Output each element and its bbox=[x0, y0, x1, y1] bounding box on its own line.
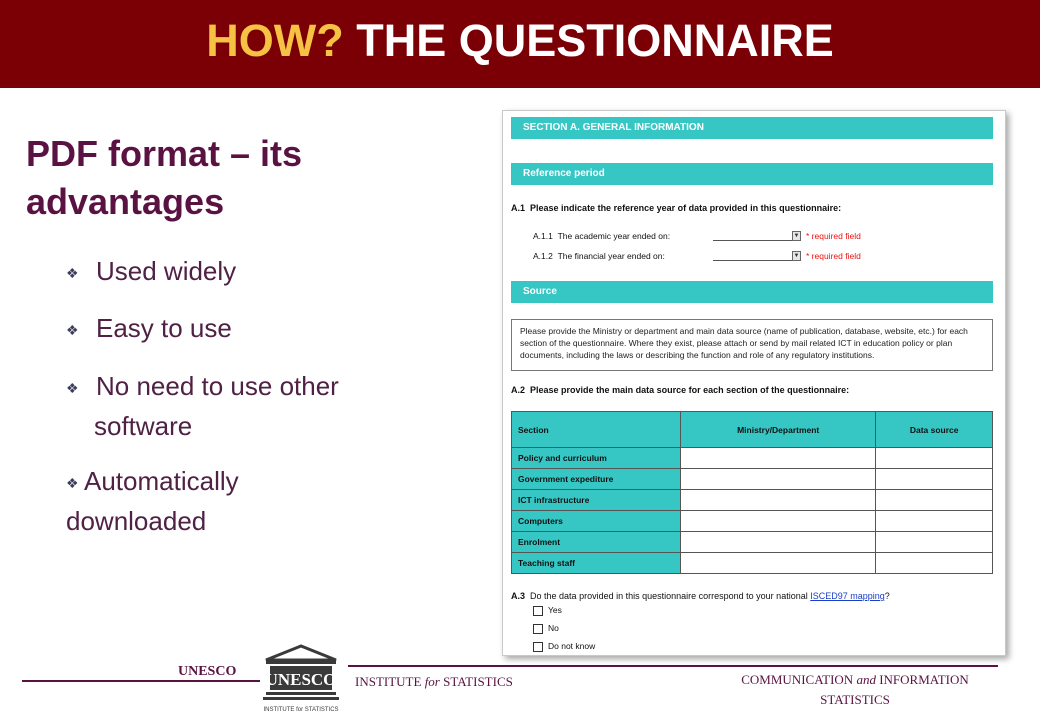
source-instructions: Please provide the Ministry or department and main data source (name of publication, database, website, etc.) for each section of the questionnaire. Where they exist, please attach or send by mail related ICT in education policy or plan documents, including the laws or describing the function and role of any regulatory institutions. bbox=[511, 319, 993, 371]
question-text: Do the data provided in this questionnaire correspond to your national bbox=[530, 591, 808, 601]
chevron-down-icon[interactable]: ▼ bbox=[793, 233, 800, 239]
chevron-down-icon[interactable]: ▼ bbox=[793, 253, 800, 259]
academic-year-dropdown[interactable] bbox=[713, 231, 801, 241]
option-label: Yes bbox=[548, 605, 562, 615]
ministry-input[interactable] bbox=[681, 511, 876, 532]
bullet-text-continued: software bbox=[94, 411, 193, 442]
column-header: Data source bbox=[876, 412, 993, 448]
isced-mapping-link[interactable]: ISCED97 mapping bbox=[810, 591, 885, 601]
question-number: A.1 bbox=[511, 203, 526, 213]
footer-text: STATISTICS bbox=[443, 674, 513, 689]
question-text: The financial year ended on: bbox=[557, 251, 665, 261]
footer-divider-left bbox=[22, 680, 260, 682]
option-label: Do not know bbox=[548, 641, 596, 651]
required-label: * required field bbox=[806, 251, 861, 261]
required-label: * required field bbox=[806, 231, 861, 241]
table-row bbox=[512, 532, 993, 553]
unesco-logo-icon bbox=[260, 644, 342, 714]
question-a1 bbox=[511, 203, 841, 213]
data-source-input[interactable] bbox=[876, 532, 993, 553]
table-header-row bbox=[512, 412, 993, 448]
title-banner bbox=[0, 0, 1040, 88]
source-bar: Source bbox=[511, 281, 993, 303]
table-row bbox=[512, 490, 993, 511]
footer-text: INFORMATION bbox=[879, 672, 969, 687]
title-highlight: HOW? bbox=[206, 15, 344, 66]
question-number: A.1.2 bbox=[533, 251, 553, 261]
bullet-item bbox=[66, 309, 232, 349]
ministry-input[interactable] bbox=[681, 553, 876, 574]
column-header: Section bbox=[512, 412, 681, 448]
logo-subtext: INSTITUTE for STATISTICS bbox=[263, 707, 339, 713]
data-source-table bbox=[511, 411, 993, 574]
question-a2 bbox=[511, 385, 849, 395]
data-source-input[interactable] bbox=[876, 511, 993, 532]
bullet-text: No need to use other bbox=[96, 371, 339, 401]
slide-title bbox=[0, 14, 1040, 68]
question-text: Please provide the main data source for each section of the questionnaire: bbox=[530, 385, 850, 395]
bullet-text: Easy to use bbox=[96, 313, 232, 343]
section-a-bar: SECTION A. GENERAL INFORMATION bbox=[511, 117, 993, 139]
row-label: Computers bbox=[512, 511, 681, 532]
table-row bbox=[512, 553, 993, 574]
yes-checkbox[interactable] bbox=[533, 606, 543, 616]
do-not-know-checkbox[interactable] bbox=[533, 642, 543, 652]
ministry-input[interactable] bbox=[681, 448, 876, 469]
footer-comm-line1 bbox=[700, 670, 1010, 690]
ministry-input[interactable] bbox=[681, 532, 876, 553]
question-number: A.1.1 bbox=[533, 231, 553, 241]
diamond-bullet-icon: ❖ bbox=[66, 265, 79, 282]
question-text: The academic year ended on: bbox=[557, 231, 671, 241]
question-number: A.3 bbox=[511, 591, 526, 601]
footer-text: and bbox=[856, 672, 876, 687]
row-label: Teaching staff bbox=[512, 553, 681, 574]
data-source-input[interactable] bbox=[876, 490, 993, 511]
reference-period-bar: Reference period bbox=[511, 163, 993, 185]
footer-divider-right bbox=[348, 665, 998, 667]
bullet-item bbox=[66, 252, 236, 292]
diamond-bullet-icon: ❖ bbox=[66, 380, 79, 397]
question-a3 bbox=[511, 591, 890, 601]
ministry-input[interactable] bbox=[681, 469, 876, 490]
footer-text: INSTITUTE bbox=[355, 674, 422, 689]
table-row bbox=[512, 511, 993, 532]
diamond-bullet-icon: ❖ bbox=[66, 475, 79, 492]
footer-unesco-label: UNESCO bbox=[178, 664, 237, 679]
footer-text: for bbox=[424, 674, 440, 689]
bullet-item bbox=[66, 367, 339, 445]
data-source-input[interactable] bbox=[876, 448, 993, 469]
data-source-input[interactable] bbox=[876, 553, 993, 574]
diamond-bullet-icon: ❖ bbox=[66, 322, 79, 339]
data-source-input[interactable] bbox=[876, 469, 993, 490]
question-number: A.2 bbox=[511, 385, 526, 395]
row-label: ICT infrastructure bbox=[512, 490, 681, 511]
logo-text: UNESCO bbox=[265, 670, 337, 689]
row-label: Policy and curriculum bbox=[512, 448, 681, 469]
table-row bbox=[512, 448, 993, 469]
bullet-text: Used widely bbox=[96, 256, 237, 286]
question-a11 bbox=[533, 231, 670, 241]
question-text: Please indicate the reference year of data provided in this questionnaire: bbox=[530, 203, 842, 213]
ministry-input[interactable] bbox=[681, 490, 876, 511]
section-heading: PDF format – its advantages bbox=[26, 133, 303, 222]
questionnaire-preview bbox=[502, 110, 1006, 656]
title-rest: THE QUESTIONNAIRE bbox=[356, 15, 834, 66]
column-header: Ministry/Department bbox=[681, 412, 876, 448]
table-row bbox=[512, 469, 993, 490]
bullet-text: Automatically downloaded bbox=[66, 466, 239, 537]
footer-text: COMMUNICATION bbox=[741, 672, 854, 687]
option-label: No bbox=[548, 623, 559, 633]
row-label: Government expediture bbox=[512, 469, 681, 490]
row-label: Enrolment bbox=[512, 532, 681, 553]
footer-comm-line2: STATISTICS bbox=[820, 692, 890, 707]
footer-institute bbox=[355, 674, 513, 690]
financial-year-dropdown[interactable] bbox=[713, 251, 801, 261]
no-checkbox[interactable] bbox=[533, 624, 543, 634]
question-a12 bbox=[533, 251, 665, 261]
footer-communication bbox=[700, 670, 1010, 710]
bullet-item bbox=[66, 462, 326, 540]
question-end: ? bbox=[884, 591, 890, 601]
